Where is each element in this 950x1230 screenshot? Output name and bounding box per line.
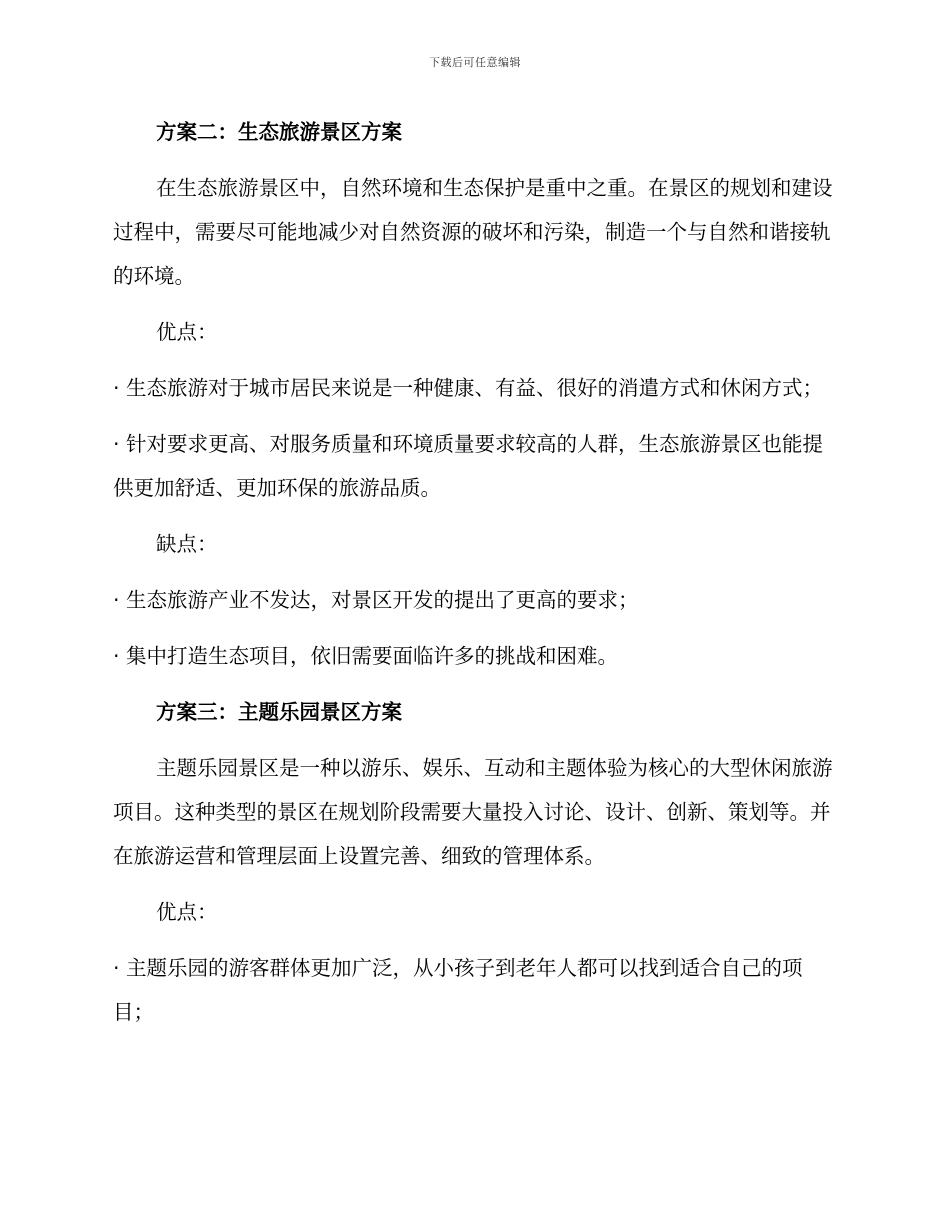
pros-label-plan-2: 优点： [156,320,218,344]
section-heading-plan-2: 方案二：生态旅游景区方案 [156,120,402,144]
document-body [113,110,835,1034]
pros-label-plan-3: 优点： [156,900,218,924]
section-heading-plan-3: 方案三：主题乐园景区方案 [156,700,402,724]
paragraph-plan-2-intro: 在生态旅游景区中，自然环境和生态保护是重中之重。在景区的规划和建设过程中，需要尽可能地减少对自然资源的破坏和污染，制造一个与自然和谐接轨的环境。 [113,176,833,288]
con-item-plan-2-1: · 生态旅游产业不发达，对景区开发的提出了更高的要求； [113,588,639,612]
cons-label-plan-2: 缺点： [156,532,218,556]
pro-item-plan-2-2: · 针对要求更高、对服务质量和环境质量要求较高的人群，生态旅游景区也能提供更加舒适、更加环保的旅游品质。 [113,432,824,500]
page-header-note: 下载后可任意编辑 [429,56,521,69]
paragraph-plan-3-intro: 主题乐园景区是一种以游乐、娱乐、互动和主题体验为核心的大型休闲旅游项目。这种类型的景区在规划阶段需要大量投入讨论、设计、创新、策划等。并在旅游运营和管理层面上设置完善、细致的管理体系。 [113,756,833,868]
con-item-plan-2-2: · 集中打造生态项目，依旧需要面临许多的挑战和困难。 [113,644,619,668]
pro-item-plan-3-1: · 主题乐园的游客群体更加广泛，从小孩子到老年人都可以找到适合自己的项目； [113,956,803,1024]
pro-item-plan-2-1: · 生态旅游对于城市居民来说是一种健康、有益、很好的消遣方式和休闲方式； [113,376,824,400]
